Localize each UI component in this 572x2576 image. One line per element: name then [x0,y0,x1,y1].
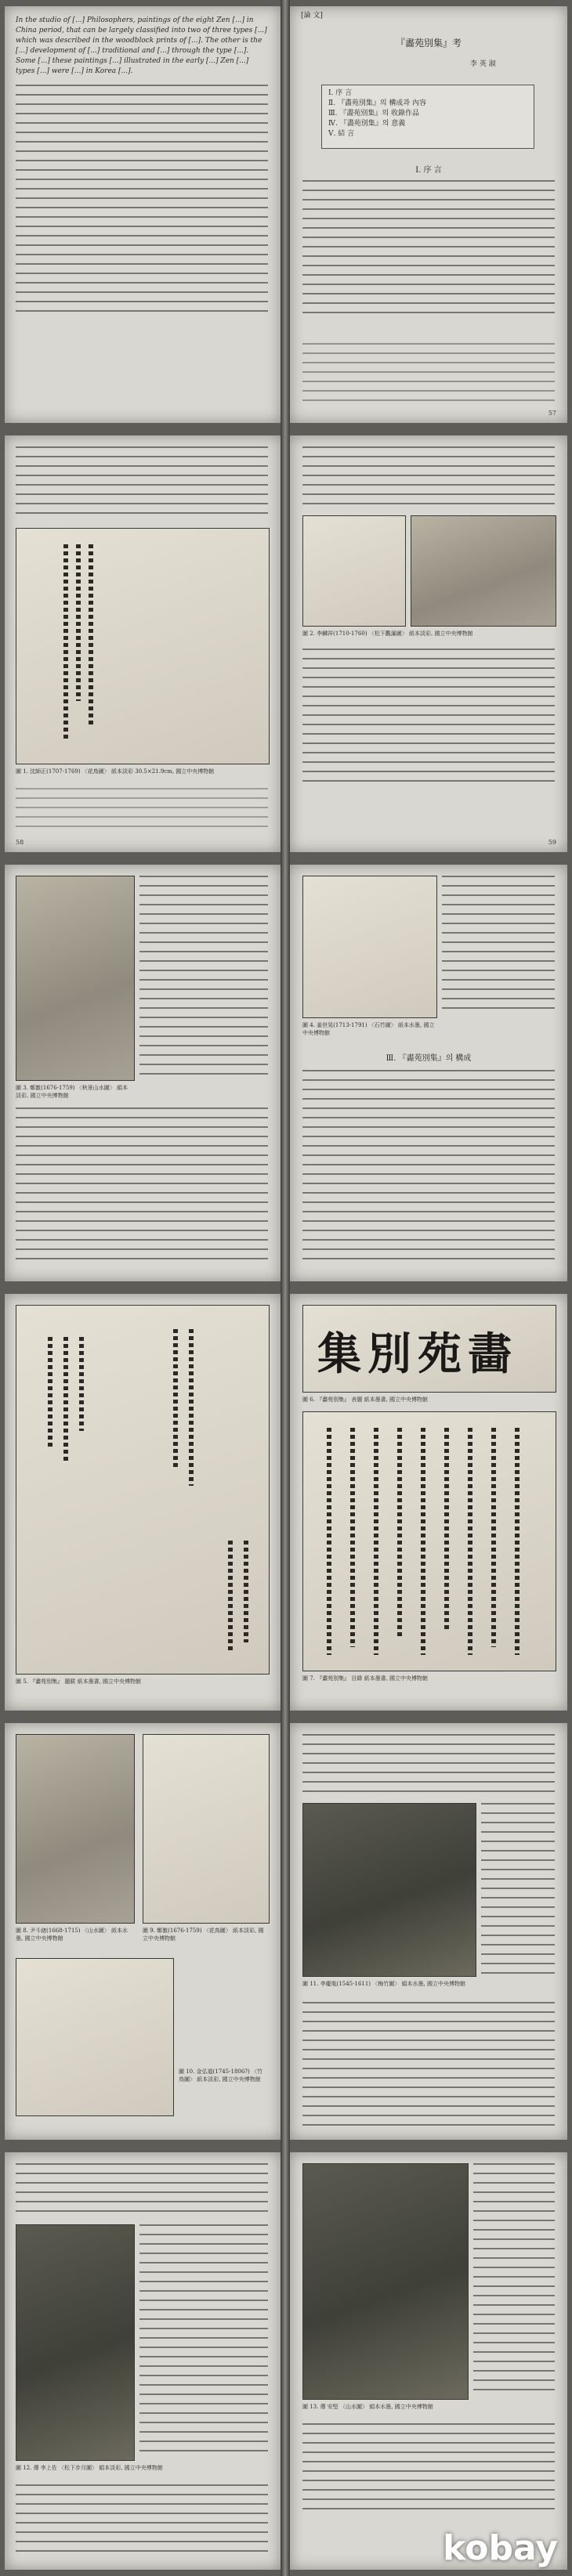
gutter [281,0,290,429]
gutter [281,858,290,1288]
figure-flower-bird [143,1734,270,1924]
inscription-column [173,1329,178,1470]
inscription-column [397,1428,402,1639]
article-title: 『畵苑別集』考 [395,38,462,49]
english-abstract-text: In the studio of [...] Philosophers, paintings of the eight Zen [...] in China period, that can be largely classified into two of three types [...] which was described in the woodblock prints of [...]. The other is the [...] development of [...] traditional and [...] through the type [...]. Some [...] these paintings [...] illustrated in the early [...] Zen [...] types [...] were [...] in Korea [...]. [16,16,270,75]
toc-item: Ⅲ. 『畵苑別集』의 收錄作品 [328,110,419,117]
body-text-lines [302,1070,555,1266]
inscription-column [76,544,81,701]
figure-index-manuscript [302,1411,556,1671]
inscription-column [515,1428,520,1655]
toc-item: Ⅳ. 『畵苑別集』의 意義 [328,120,406,128]
page-number: 58 [16,839,24,846]
figure-caption: 圖 3. 鄭敾(1676-1759) 〈秋景山水圖〉 絹本淡彩, 國立中央博物館 [16,1085,129,1099]
figure-caption: 圖 2. 李麟祥(1710-1760) 〈松下觀瀑圖〉 紙本淡彩, 國立中央博物館 [302,630,473,637]
page-67 [290,2152,567,2570]
inscription-column [327,1428,331,1655]
figure-caption: 圖 6. 『畵苑別集』 表題 紙本墨書, 國立中央博物館 [302,1396,429,1403]
body-text-lines [16,2163,268,2218]
figure-caption: 圖 7. 『畵苑別集』 目錄 紙本墨書, 國立中央博物館 [302,1675,429,1682]
body-text-lines [481,1803,555,1975]
figure-caption: 圖 12. 傳 李上佐 〈松下步月圖〉 絹本淡彩, 國立中央博物館 [16,2465,163,2471]
footnote-lines [302,343,555,406]
abstract-lines [16,85,268,320]
body-text-lines [302,180,555,321]
inscription-column [374,1428,378,1655]
gutter [281,1717,290,2146]
toc-item: Ⅱ. 『畵苑別集』의 構成과 內容 [328,99,426,107]
figure-plum-bamboo [302,1803,476,1977]
body-text-lines [302,1734,555,1797]
figure-rock-bamboo [302,876,437,1018]
author-name: 李 英 淑 [470,60,496,68]
figure-landscape [411,515,556,627]
table-of-contents [321,85,534,149]
section-heading: Ⅰ. 序 言 [415,166,442,175]
body-text-lines [302,649,555,782]
figure-pine-moon [16,2224,135,2461]
gutter [281,2146,290,2576]
gutter [281,1288,290,1717]
inscription-column [89,544,93,724]
kobay-watermark: kobay [443,2528,558,2568]
figure-autumn-landscape [16,876,135,1081]
page-66 [5,2152,281,2570]
figure-bird-painting [16,528,270,764]
inscription-column [491,1428,496,1647]
page-60 [5,865,281,1281]
body-text-lines [16,2484,268,2555]
page-64 [5,1723,281,2140]
figure-landscape-a [16,1734,135,1924]
page-62 [5,1294,281,1711]
page-65 [290,1723,567,2140]
body-text-lines [442,876,555,1017]
figure-caption: 圖 10. 金弘道(1745-1806?) 〈竹鳥圖〉 紙本淡彩, 國立中央博物館 [179,2068,263,2083]
figure-mountain-landscape [302,2163,469,2400]
inscription-column [189,1329,194,1486]
figure-caption: 圖 8. 尹斗緖(1668-1715) 〈山水圖〉 紙本水墨, 國立中央博物館 [16,1927,129,1942]
figure-caption: 圖 1. 沈師正(1707-1769) 〈花鳥圖〉 紙本淡彩 30.5×21.9cm, 國立中央博物館 [16,768,215,775]
page-number: 59 [548,839,556,846]
body-text-lines [302,2423,555,2517]
figure-caption: 圖 11. 李慶胤(1545-1611) 〈梅竹圖〉 絹本水墨, 國立中央博物館 [302,1981,465,1987]
body-text-lines [139,876,268,1079]
inscription-column [79,1337,84,1431]
spread-5 [0,1717,572,2146]
article-header: [論 文] [301,12,323,20]
figure-caption: 圖 5. 『畵苑別集』 題跋 紙本墨書, 國立中央博物館 [16,1678,142,1685]
inscription-column [468,1428,472,1655]
inscription-column [350,1428,355,1647]
page-number: 57 [548,410,556,417]
spread-3 [0,858,572,1288]
body-text-lines [16,1107,268,1264]
body-text-lines [473,2163,555,2398]
body-text-lines [302,446,555,509]
inscription-column [444,1428,449,1631]
spread-4 [0,1288,572,1717]
page-english-abstract [5,6,281,423]
toc-item: Ⅴ. 結 言 [328,130,355,138]
inscription-column [228,1541,233,1650]
inscription-column [48,1337,52,1447]
figure-colophon [16,1305,270,1675]
body-text-lines [302,2002,555,2127]
body-text-lines [139,2224,268,2459]
figure-title-calligraphy [302,1305,556,1393]
body-text-lines [16,446,268,522]
page-58 [5,435,281,852]
page-63 [290,1294,567,1711]
inscription-column [244,1541,248,1642]
figure-calligraphy [302,515,406,627]
calligraphy-title: 集別苑畵 [317,1328,518,1380]
figure-bamboo-bird [16,1958,174,2116]
page-61 [290,865,567,1281]
inscription-column [63,544,68,740]
page-59 [290,435,567,852]
spread-1 [0,0,572,429]
spread-2 [0,429,572,858]
figure-caption: 圖 13. 傳 安堅 〈山水圖〉 絹本水墨, 國立中央博物館 [302,2404,433,2410]
figure-caption: 圖 4. 姜世晃(1713-1791) 〈石竹圖〉 紙本水墨, 國立中央博物館 [302,1022,435,1036]
page-title-page [290,6,567,423]
section-heading: Ⅲ. 『畵苑別集』의 構成 [386,1054,472,1063]
spread-6 [0,2146,572,2576]
inscription-column [63,1337,68,1462]
gutter [281,429,290,858]
toc-item: Ⅰ. 序 言 [328,89,353,97]
figure-caption: 圖 9. 鄭敾(1676-1759) 〈花鳥圖〉 紙本淡彩, 國立中央博物館 [143,1927,264,1942]
inscription-column [421,1428,425,1655]
footnote-lines [16,788,268,835]
